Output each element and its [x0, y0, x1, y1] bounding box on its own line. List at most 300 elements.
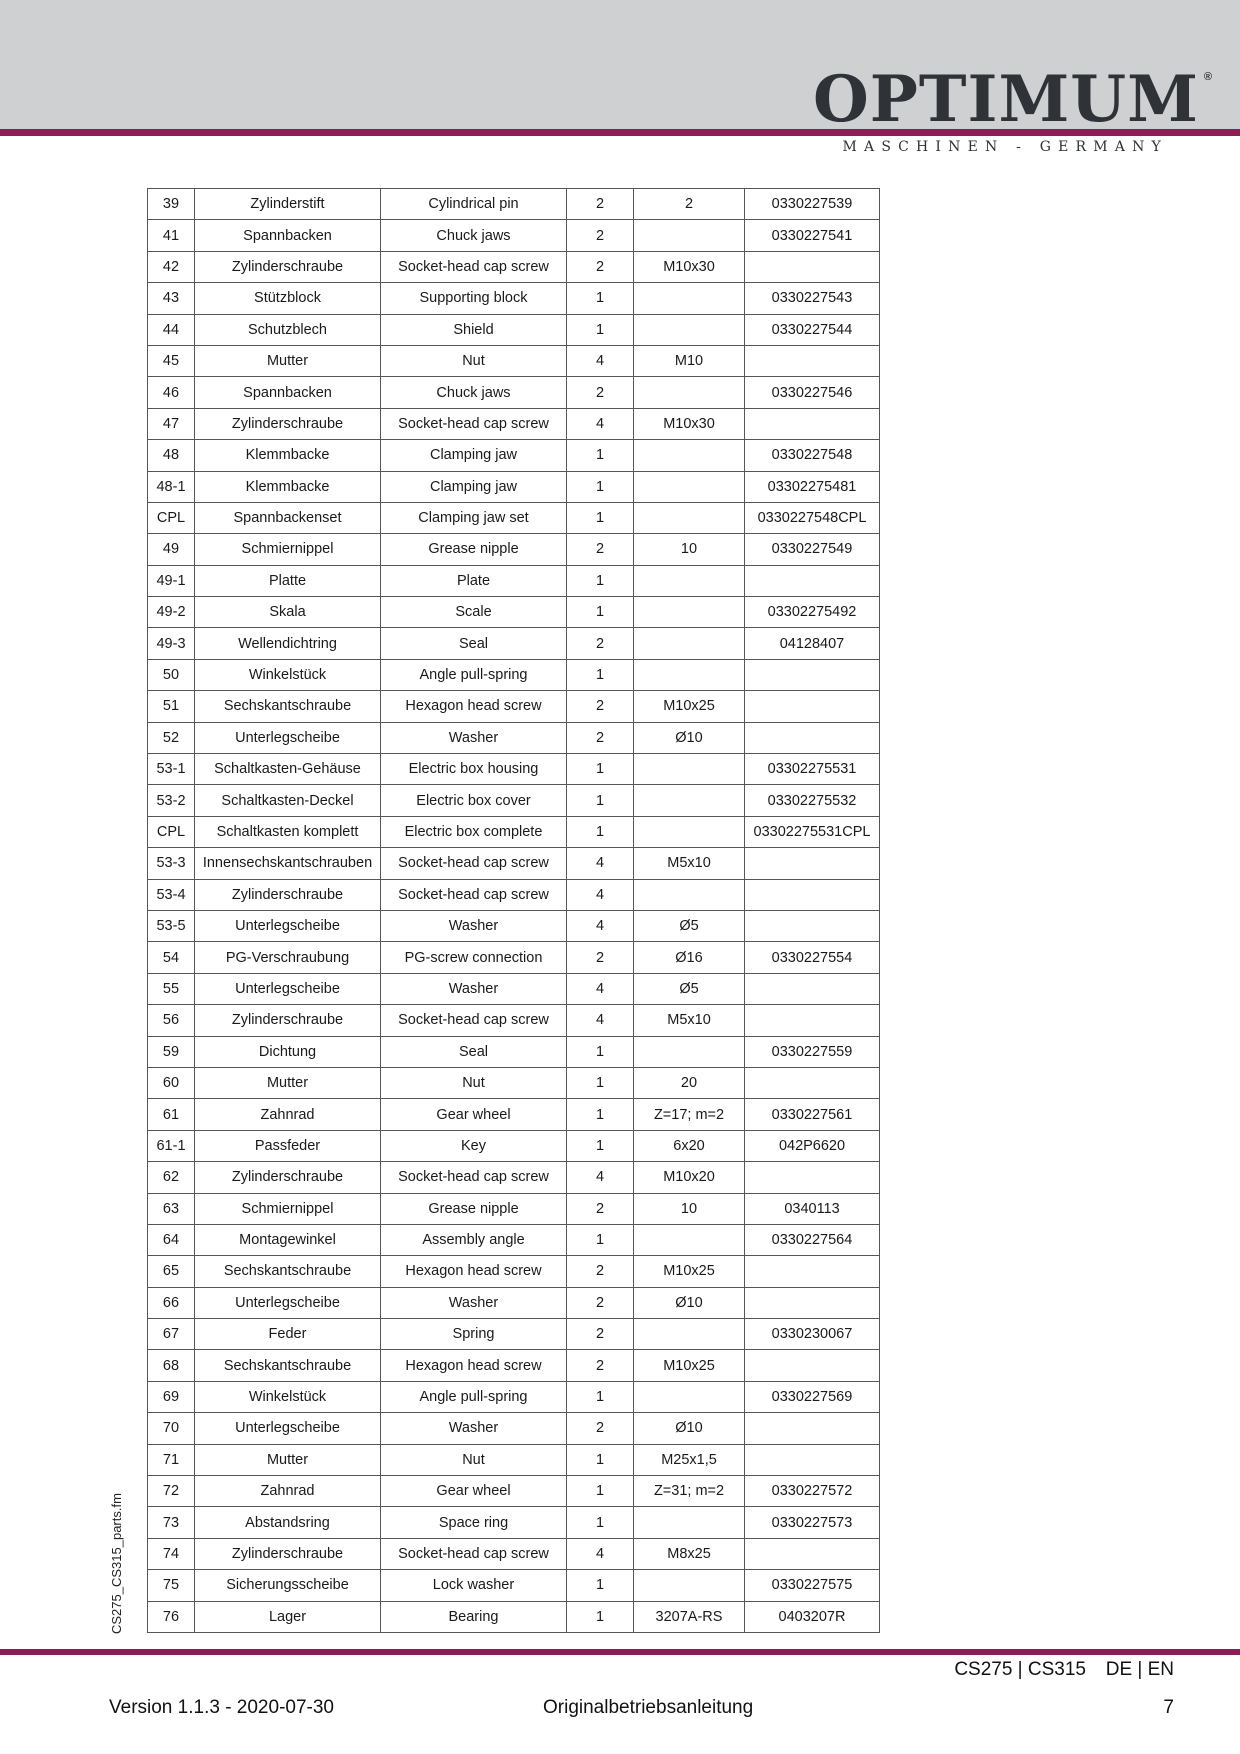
quantity-cell: 2 — [567, 220, 634, 251]
brand-wordmark: OPTIMUM ® — [813, 62, 1213, 137]
english-name-cell: Grease nipple — [381, 534, 567, 565]
item-number-cell: 0330230067 — [745, 1319, 880, 1350]
position-cell: 68 — [148, 1350, 195, 1381]
german-name-cell: Zylinderschraube — [195, 251, 381, 282]
german-name-cell: Zylinderschraube — [195, 879, 381, 910]
footer-rule — [0, 1649, 1240, 1655]
item-number-cell: 03302275481 — [745, 471, 880, 502]
german-name-cell: Schmiernippel — [195, 1193, 381, 1224]
size-cell: 2 — [634, 189, 745, 220]
position-cell: 53-4 — [148, 879, 195, 910]
german-name-cell: Sicherungsscheibe — [195, 1570, 381, 1601]
english-name-cell: Lock washer — [381, 1570, 567, 1601]
item-number-cell — [745, 251, 880, 282]
german-name-cell: Montagewinkel — [195, 1224, 381, 1255]
table-row — [148, 1381, 880, 1412]
german-name-cell: Abstandsring — [195, 1507, 381, 1538]
parts-table — [147, 188, 880, 1633]
parts-table-body — [148, 189, 880, 1633]
table-row — [148, 440, 880, 471]
item-number-cell — [745, 691, 880, 722]
table-row — [148, 942, 880, 973]
quantity-cell: 1 — [567, 1507, 634, 1538]
position-cell: 70 — [148, 1413, 195, 1444]
quantity-cell: 2 — [567, 1319, 634, 1350]
item-number-cell: 0330227548 — [745, 440, 880, 471]
english-name-cell: Grease nipple — [381, 1193, 567, 1224]
item-number-cell: 0403207R — [745, 1601, 880, 1632]
german-name-cell: Winkelstück — [195, 1381, 381, 1412]
german-name-cell: Zylinderschraube — [195, 1005, 381, 1036]
size-cell: Z=17; m=2 — [634, 1099, 745, 1130]
quantity-cell: 1 — [567, 1381, 634, 1412]
item-number-cell — [745, 1256, 880, 1287]
item-number-cell: 0330227575 — [745, 1570, 880, 1601]
position-cell: 49 — [148, 534, 195, 565]
english-name-cell: Socket-head cap screw — [381, 408, 567, 439]
english-name-cell: Angle pull-spring — [381, 1381, 567, 1412]
german-name-cell: Unterlegscheibe — [195, 910, 381, 941]
german-name-cell: Mutter — [195, 345, 381, 376]
size-cell: Z=31; m=2 — [634, 1476, 745, 1507]
table-row — [148, 785, 880, 816]
position-cell: 65 — [148, 1256, 195, 1287]
english-name-cell: Chuck jaws — [381, 377, 567, 408]
item-number-cell — [745, 1538, 880, 1569]
size-cell: M10x20 — [634, 1162, 745, 1193]
position-cell: 64 — [148, 1224, 195, 1255]
english-name-cell: Seal — [381, 1036, 567, 1067]
item-number-cell — [745, 910, 880, 941]
size-cell: M10x25 — [634, 1256, 745, 1287]
table-row — [148, 910, 880, 941]
footer-languages: DE | EN — [1105, 1659, 1174, 1680]
size-cell — [634, 1224, 745, 1255]
item-number-cell: 0330227559 — [745, 1036, 880, 1067]
size-cell: 3207A-RS — [634, 1601, 745, 1632]
size-cell: M10x30 — [634, 408, 745, 439]
english-name-cell: Cylindrical pin — [381, 189, 567, 220]
quantity-cell: 2 — [567, 1287, 634, 1318]
position-cell: 53-3 — [148, 848, 195, 879]
english-name-cell: Washer — [381, 722, 567, 753]
german-name-cell: Zylinderschraube — [195, 1538, 381, 1569]
size-cell — [634, 283, 745, 314]
german-name-cell: Schaltkasten komplett — [195, 816, 381, 847]
item-number-cell — [745, 1350, 880, 1381]
table-row — [148, 1162, 880, 1193]
size-cell: Ø16 — [634, 942, 745, 973]
position-cell: 49-2 — [148, 597, 195, 628]
table-row — [148, 251, 880, 282]
size-cell — [634, 1570, 745, 1601]
quantity-cell: 1 — [567, 1099, 634, 1130]
english-name-cell: Hexagon head screw — [381, 691, 567, 722]
quantity-cell: 4 — [567, 1162, 634, 1193]
english-name-cell: Bearing — [381, 1601, 567, 1632]
item-number-cell: 03302275531CPL — [745, 816, 880, 847]
table-row — [148, 189, 880, 220]
size-cell: 6x20 — [634, 1130, 745, 1161]
item-number-cell: 0330227573 — [745, 1507, 880, 1538]
size-cell — [634, 1036, 745, 1067]
brand-tagline: MASCHINEN - GERMANY — [842, 139, 1168, 155]
item-number-cell — [745, 1444, 880, 1475]
table-row — [148, 1570, 880, 1601]
english-name-cell: Clamping jaw set — [381, 502, 567, 533]
german-name-cell: Mutter — [195, 1444, 381, 1475]
table-row — [148, 816, 880, 847]
english-name-cell: Electric box complete — [381, 816, 567, 847]
german-name-cell: PG-Verschraubung — [195, 942, 381, 973]
position-cell: 46 — [148, 377, 195, 408]
table-row — [148, 502, 880, 533]
german-name-cell: Spannbacken — [195, 220, 381, 251]
english-name-cell: Nut — [381, 345, 567, 376]
table-row — [148, 314, 880, 345]
table-row — [148, 659, 880, 690]
quantity-cell: 2 — [567, 251, 634, 282]
english-name-cell: Washer — [381, 1287, 567, 1318]
english-name-cell: Washer — [381, 973, 567, 1004]
size-cell: 10 — [634, 1193, 745, 1224]
item-number-cell: 0330227554 — [745, 942, 880, 973]
german-name-cell: Skala — [195, 597, 381, 628]
position-cell: 44 — [148, 314, 195, 345]
english-name-cell: Electric box housing — [381, 754, 567, 785]
item-number-cell: 0330227572 — [745, 1476, 880, 1507]
size-cell — [634, 1507, 745, 1538]
size-cell: Ø10 — [634, 1413, 745, 1444]
size-cell: Ø5 — [634, 910, 745, 941]
size-cell: M10 — [634, 345, 745, 376]
item-number-cell — [745, 1005, 880, 1036]
english-name-cell: Electric box cover — [381, 785, 567, 816]
size-cell — [634, 879, 745, 910]
position-cell: 61-1 — [148, 1130, 195, 1161]
position-cell: 67 — [148, 1319, 195, 1350]
item-number-cell — [745, 722, 880, 753]
german-name-cell: Schmiernippel — [195, 534, 381, 565]
quantity-cell: 2 — [567, 1350, 634, 1381]
german-name-cell: Zylinderstift — [195, 189, 381, 220]
position-cell: 53-2 — [148, 785, 195, 816]
german-name-cell: Zylinderschraube — [195, 1162, 381, 1193]
english-name-cell: Scale — [381, 597, 567, 628]
german-name-cell: Wellendichtring — [195, 628, 381, 659]
table-row — [148, 1224, 880, 1255]
english-name-cell: Gear wheel — [381, 1476, 567, 1507]
item-number-cell — [745, 408, 880, 439]
item-number-cell: 0330227546 — [745, 377, 880, 408]
item-number-cell: 0330227569 — [745, 1381, 880, 1412]
table-row — [148, 1193, 880, 1224]
page-number: 7 — [1163, 1697, 1174, 1718]
english-name-cell: Space ring — [381, 1507, 567, 1538]
table-row — [148, 754, 880, 785]
item-number-cell — [745, 879, 880, 910]
table-row — [148, 597, 880, 628]
table-row — [148, 1601, 880, 1632]
german-name-cell: Sechskantschraube — [195, 1256, 381, 1287]
position-cell: 71 — [148, 1444, 195, 1475]
item-number-cell — [745, 1413, 880, 1444]
german-name-cell: Klemmbacke — [195, 440, 381, 471]
position-cell: 72 — [148, 1476, 195, 1507]
position-cell: 62 — [148, 1162, 195, 1193]
table-row — [148, 1287, 880, 1318]
item-number-cell: 0330227544 — [745, 314, 880, 345]
table-row — [148, 1130, 880, 1161]
german-name-cell: Zahnrad — [195, 1476, 381, 1507]
position-cell: 45 — [148, 345, 195, 376]
position-cell: 76 — [148, 1601, 195, 1632]
quantity-cell: 1 — [567, 597, 634, 628]
size-cell: 10 — [634, 534, 745, 565]
quantity-cell: 2 — [567, 1256, 634, 1287]
position-cell: 52 — [148, 722, 195, 753]
english-name-cell: Socket-head cap screw — [381, 879, 567, 910]
size-cell — [634, 471, 745, 502]
german-name-cell: Feder — [195, 1319, 381, 1350]
english-name-cell: Key — [381, 1130, 567, 1161]
item-number-cell — [745, 973, 880, 1004]
quantity-cell: 2 — [567, 534, 634, 565]
table-row — [148, 1099, 880, 1130]
item-number-cell: 0330227541 — [745, 220, 880, 251]
table-row — [148, 1319, 880, 1350]
position-cell: 59 — [148, 1036, 195, 1067]
item-number-cell: 0330227549 — [745, 534, 880, 565]
quantity-cell: 4 — [567, 879, 634, 910]
german-name-cell: Platte — [195, 565, 381, 596]
english-name-cell: Socket-head cap screw — [381, 848, 567, 879]
item-number-cell — [745, 1287, 880, 1318]
quantity-cell: 1 — [567, 1067, 634, 1098]
size-cell — [634, 816, 745, 847]
quantity-cell: 1 — [567, 283, 634, 314]
footer-version: Version 1.1.3 - 2020-07-30 — [109, 1697, 334, 1718]
english-name-cell: Hexagon head screw — [381, 1350, 567, 1381]
table-row — [148, 283, 880, 314]
size-cell: M10x25 — [634, 691, 745, 722]
table-row — [148, 1444, 880, 1475]
item-number-cell — [745, 1067, 880, 1098]
item-number-cell — [745, 565, 880, 596]
size-cell: Ø10 — [634, 722, 745, 753]
item-number-cell: 03302275532 — [745, 785, 880, 816]
size-cell — [634, 440, 745, 471]
size-cell — [634, 659, 745, 690]
german-name-cell: Passfeder — [195, 1130, 381, 1161]
table-row — [148, 1476, 880, 1507]
item-number-cell: 0330227561 — [745, 1099, 880, 1130]
german-name-cell: Unterlegscheibe — [195, 722, 381, 753]
table-row — [148, 1256, 880, 1287]
german-name-cell: Spannbackenset — [195, 502, 381, 533]
quantity-cell: 2 — [567, 377, 634, 408]
english-name-cell: Socket-head cap screw — [381, 1162, 567, 1193]
item-number-cell: 0330227564 — [745, 1224, 880, 1255]
source-file-label: CS275_CS315_parts.fm — [109, 1493, 124, 1634]
quantity-cell: 1 — [567, 1570, 634, 1601]
english-name-cell: Nut — [381, 1067, 567, 1098]
german-name-cell: Klemmbacke — [195, 471, 381, 502]
english-name-cell: Socket-head cap screw — [381, 1005, 567, 1036]
table-row — [148, 722, 880, 753]
german-name-cell: Unterlegscheibe — [195, 1413, 381, 1444]
table-row — [148, 691, 880, 722]
size-cell: 20 — [634, 1067, 745, 1098]
german-name-cell: Zylinderschraube — [195, 408, 381, 439]
english-name-cell: Spring — [381, 1319, 567, 1350]
english-name-cell: Socket-head cap screw — [381, 1538, 567, 1569]
position-cell: 49-1 — [148, 565, 195, 596]
size-cell: Ø10 — [634, 1287, 745, 1318]
item-number-cell — [745, 659, 880, 690]
position-cell: 48-1 — [148, 471, 195, 502]
position-cell: 60 — [148, 1067, 195, 1098]
size-cell — [634, 377, 745, 408]
table-row — [148, 1538, 880, 1569]
table-row — [148, 1507, 880, 1538]
position-cell: 53-5 — [148, 910, 195, 941]
german-name-cell: Unterlegscheibe — [195, 1287, 381, 1318]
table-row — [148, 848, 880, 879]
english-name-cell: Seal — [381, 628, 567, 659]
english-name-cell: Supporting block — [381, 283, 567, 314]
table-row — [148, 1350, 880, 1381]
item-number-cell: 0330227539 — [745, 189, 880, 220]
position-cell: 43 — [148, 283, 195, 314]
table-row — [148, 377, 880, 408]
quantity-cell: 4 — [567, 1538, 634, 1569]
footer-models: CS275 | CS315 — [954, 1659, 1086, 1680]
english-name-cell: Clamping jaw — [381, 440, 567, 471]
english-name-cell: Washer — [381, 1413, 567, 1444]
german-name-cell: Sechskantschraube — [195, 1350, 381, 1381]
german-name-cell: Mutter — [195, 1067, 381, 1098]
quantity-cell: 4 — [567, 973, 634, 1004]
position-cell: 49-3 — [148, 628, 195, 659]
quantity-cell: 2 — [567, 722, 634, 753]
table-row — [148, 408, 880, 439]
english-name-cell: Plate — [381, 565, 567, 596]
size-cell — [634, 785, 745, 816]
quantity-cell: 2 — [567, 189, 634, 220]
table-row — [148, 1036, 880, 1067]
table-row — [148, 879, 880, 910]
item-number-cell — [745, 1162, 880, 1193]
size-cell — [634, 597, 745, 628]
size-cell: M5x10 — [634, 1005, 745, 1036]
position-cell: CPL — [148, 502, 195, 533]
table-row — [148, 471, 880, 502]
position-cell: 54 — [148, 942, 195, 973]
item-number-cell: 0340113 — [745, 1193, 880, 1224]
size-cell: M8x25 — [634, 1538, 745, 1569]
quantity-cell: 1 — [567, 1601, 634, 1632]
german-name-cell: Spannbacken — [195, 377, 381, 408]
position-cell: 66 — [148, 1287, 195, 1318]
english-name-cell: Shield — [381, 314, 567, 345]
quantity-cell: 4 — [567, 848, 634, 879]
item-number-cell: 0330227543 — [745, 283, 880, 314]
quantity-cell: 1 — [567, 314, 634, 345]
table-row — [148, 220, 880, 251]
english-name-cell: Gear wheel — [381, 1099, 567, 1130]
quantity-cell: 4 — [567, 910, 634, 941]
position-cell: 69 — [148, 1381, 195, 1412]
table-row — [148, 565, 880, 596]
position-cell: 51 — [148, 691, 195, 722]
quantity-cell: 2 — [567, 628, 634, 659]
table-row — [148, 1413, 880, 1444]
position-cell: 73 — [148, 1507, 195, 1538]
position-cell: 50 — [148, 659, 195, 690]
quantity-cell: 2 — [567, 1193, 634, 1224]
position-cell: 74 — [148, 1538, 195, 1569]
position-cell: 75 — [148, 1570, 195, 1601]
size-cell: M10x30 — [634, 251, 745, 282]
quantity-cell: 1 — [567, 1476, 634, 1507]
table-row — [148, 345, 880, 376]
quantity-cell: 1 — [567, 1036, 634, 1067]
size-cell — [634, 502, 745, 533]
position-cell: 53-1 — [148, 754, 195, 785]
table-row — [148, 628, 880, 659]
english-name-cell: Hexagon head screw — [381, 1256, 567, 1287]
position-cell: 47 — [148, 408, 195, 439]
quantity-cell: 4 — [567, 408, 634, 439]
english-name-cell: Clamping jaw — [381, 471, 567, 502]
size-cell — [634, 314, 745, 345]
size-cell: M25x1,5 — [634, 1444, 745, 1475]
english-name-cell: Assembly angle — [381, 1224, 567, 1255]
german-name-cell: Lager — [195, 1601, 381, 1632]
brand-logo — [813, 62, 1213, 137]
quantity-cell: 1 — [567, 565, 634, 596]
item-number-cell: 0330227548CPL — [745, 502, 880, 533]
table-row — [148, 534, 880, 565]
registered-mark: ® — [1203, 71, 1213, 83]
quantity-cell: 1 — [567, 440, 634, 471]
quantity-cell: 1 — [567, 785, 634, 816]
table-row — [148, 1005, 880, 1036]
english-name-cell: Angle pull-spring — [381, 659, 567, 690]
size-cell — [634, 754, 745, 785]
item-number-cell: 04128407 — [745, 628, 880, 659]
item-number-cell: 03302275492 — [745, 597, 880, 628]
size-cell — [634, 220, 745, 251]
size-cell — [634, 1381, 745, 1412]
position-cell: 61 — [148, 1099, 195, 1130]
english-name-cell: Socket-head cap screw — [381, 251, 567, 282]
quantity-cell: 1 — [567, 754, 634, 785]
english-name-cell: Chuck jaws — [381, 220, 567, 251]
english-name-cell: Nut — [381, 1444, 567, 1475]
quantity-cell: 2 — [567, 691, 634, 722]
size-cell: M10x25 — [634, 1350, 745, 1381]
size-cell — [634, 628, 745, 659]
size-cell — [634, 1319, 745, 1350]
size-cell: Ø5 — [634, 973, 745, 1004]
item-number-cell: 03302275531 — [745, 754, 880, 785]
quantity-cell: 4 — [567, 1005, 634, 1036]
table-row — [148, 1067, 880, 1098]
german-name-cell: Zahnrad — [195, 1099, 381, 1130]
english-name-cell: PG-screw connection — [381, 942, 567, 973]
